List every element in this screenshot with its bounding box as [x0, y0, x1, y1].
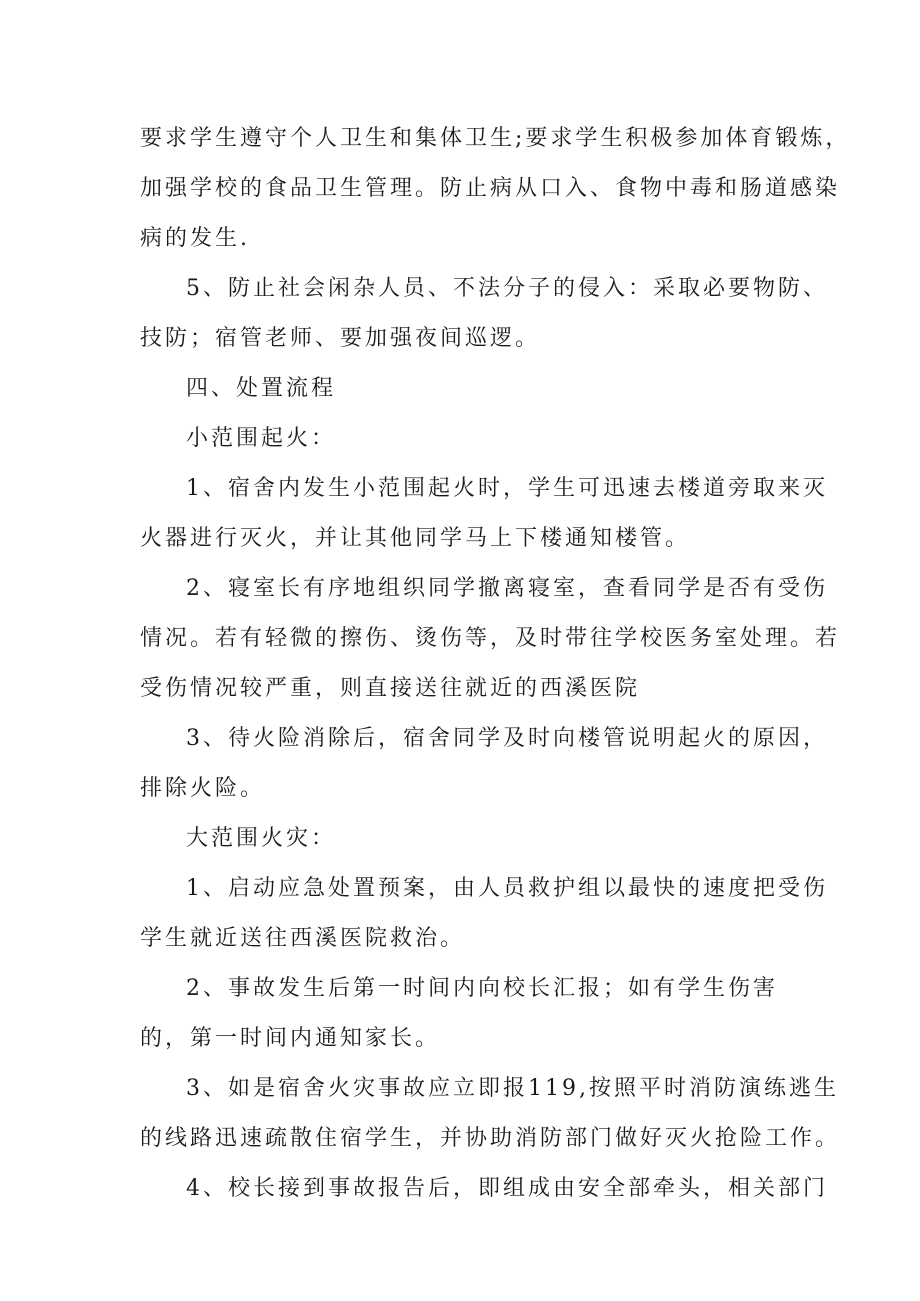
- text-line-20: 3、如是宿舍火灾事故应立即报119,按照平时消防演练逃生: [186, 1076, 839, 1101]
- text-line-5: 技防；宿管老师、要加强夜间巡逻。: [140, 326, 541, 351]
- text-line-2: 加强学校的食品卫生管理。防止病从口入、食物中毒和肠道感染: [140, 176, 841, 201]
- text-line-16: 1、启动应急处置预案，由人员救护组以最快的速度把受伤: [186, 876, 828, 901]
- text-line-18: 2、事故发生后第一时间内向校长汇报；如有学生伤害: [186, 976, 778, 1001]
- text-line-3: 病的发生.: [140, 226, 250, 251]
- text-line-17: 学生就近送往西溪医院救治。: [140, 926, 466, 951]
- section-heading: 四、处置流程: [186, 376, 337, 401]
- text-line-8: 1、宿舍内发生小范围起火时，学生可迅速去楼道旁取来灭: [186, 476, 828, 501]
- text-line-10: 2、寝室长有序地组织同学撤离寝室，查看同学是否有受伤: [186, 576, 828, 601]
- text-line-13: 3、待火险消除后，宿舍同学及时向楼管说明起火的原因，: [186, 726, 828, 751]
- text-line-11: 情况。若有轻微的擦伤、烫伤等，及时带往学校医务室处理。若: [140, 626, 841, 651]
- text-line-22: 4、校长接到事故报告后，即组成由安全部牵头，相关部门: [186, 1176, 828, 1201]
- text-line-1: 要求学生遵守个人卫生和集体卫生;要求学生积极参加体育锻炼，: [140, 126, 851, 151]
- text-line-12: 受伤情况较严重，则直接送往就近的西溪医院: [140, 676, 641, 701]
- subheading-large-fire: 大范围火灾：: [186, 826, 337, 851]
- text-line-14: 排除火险。: [140, 776, 266, 801]
- subheading-small-fire: 小范围起火：: [186, 426, 337, 451]
- text-line-21: 的线路迅速疏散住宿学生，并协助消防部门做好灭火抢险工作。: [140, 1126, 841, 1151]
- text-line-19: 的，第一时间内通知家长。: [140, 1026, 441, 1051]
- text-line-9: 火器进行灭火，并让其他同学马上下楼通知楼管。: [140, 526, 691, 551]
- text-line-4: 5、防止社会闲杂人员、不法分子的侵入：采取必要物防、: [186, 276, 828, 301]
